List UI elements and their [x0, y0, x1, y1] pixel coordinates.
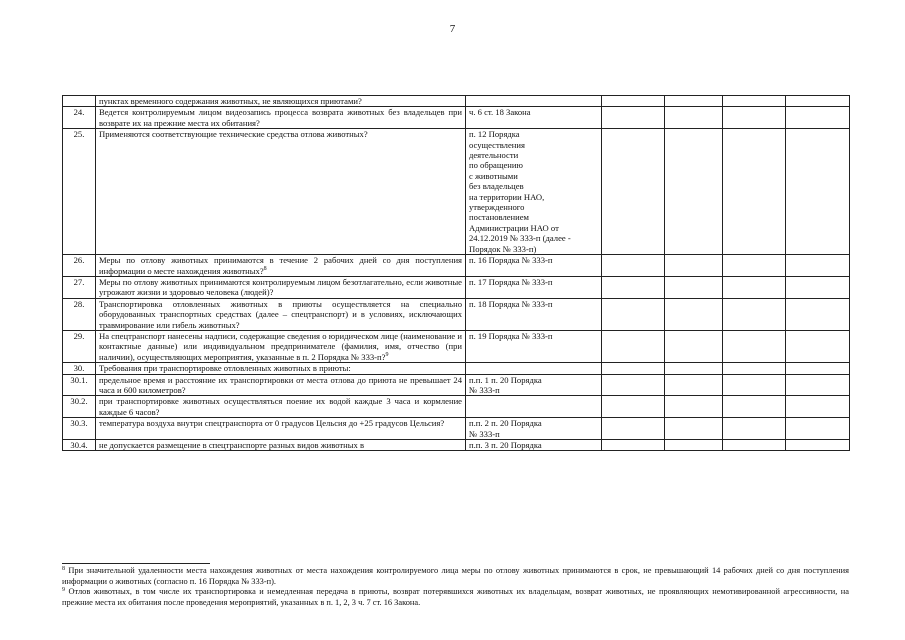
answer-cell [665, 107, 723, 129]
row-number: 24. [63, 107, 96, 129]
table-row [63, 374, 850, 396]
answer-cell [786, 418, 850, 440]
question-text: Меры по отлову животных принимаются контролируемым лицом безотлагательно, если животные угрожают жизни и здоровью человека (людей)? [99, 276, 462, 298]
footnote-reference: 9 [385, 351, 389, 358]
footnote-mark: 9 [62, 587, 65, 593]
row-number: 29. [63, 330, 96, 362]
answer-cell [723, 418, 786, 440]
row-number: 28. [63, 298, 96, 330]
table-row [63, 330, 850, 362]
answer-cell [665, 96, 723, 107]
answer-cell [723, 330, 786, 362]
row-question [96, 418, 466, 440]
question-text: Требования при транспортировке отловленных животных в приюты: [99, 363, 351, 374]
footnote-text: Отлов животных, в том числе их транспортировка и немедленная передача в приюты, возврат потерявшихся животных их владельцам, возврат животных, не проявляющих немотивированной агрессивности, на прежние места их обитания после проведения мероприятий, указанных в п. 1, 2, 3 ч. 7 ст. 16 Закона. [62, 587, 849, 607]
row-question [96, 363, 466, 374]
answer-cell [723, 255, 786, 277]
table-row [63, 96, 850, 107]
answer-cell [665, 396, 723, 418]
question-text: Применяются соответствующие технические средства отлова животных? [99, 129, 368, 140]
answer-cell [786, 330, 850, 362]
row-question [96, 374, 466, 396]
answer-cell [602, 363, 665, 374]
answer-cell [786, 298, 850, 330]
row-legal-reference: п.п. 2 п. 20 Порядка № 333-п [466, 418, 602, 440]
row-number: 27. [63, 276, 96, 298]
answer-cell [723, 374, 786, 396]
row-number [63, 96, 96, 107]
table-row [63, 363, 850, 374]
answer-cell [665, 276, 723, 298]
row-question [96, 298, 466, 330]
question-text: температура воздуха внутри спецтранспорта от 0 градусов Цельсия до +25 градусов Цельсия? [99, 418, 445, 429]
answer-cell [723, 96, 786, 107]
answer-cell [665, 298, 723, 330]
row-question [96, 396, 466, 418]
footnote-text: При значительной удаленности места нахождения животных от места нахождения контролируемого лица меры по отлову животных принимаются в срок, не превышающий 14 рабочих дней со дня поступления информации о животных (согласно п. 16 Порядка № 333-п). [62, 566, 849, 586]
row-question [96, 255, 466, 277]
answer-cell [723, 276, 786, 298]
row-legal-reference: п. 18 Порядка № 333-п [466, 298, 602, 330]
answer-cell [786, 396, 850, 418]
answer-cell [786, 363, 850, 374]
row-legal-reference: п. 16 Порядка № 333-п [466, 255, 602, 277]
row-legal-reference [466, 363, 602, 374]
answer-cell [602, 107, 665, 129]
answer-cell [602, 396, 665, 418]
answer-cell [665, 374, 723, 396]
question-text: не допускается размещение в спецтранспорте разных видов животных в [99, 440, 365, 450]
answer-cell [602, 96, 665, 107]
row-legal-reference: п.п. 1 п. 20 Порядка № 333-п [466, 374, 602, 396]
row-question [96, 330, 466, 362]
answer-cell [665, 255, 723, 277]
checklist-table [62, 95, 850, 451]
footnote-8 [62, 566, 849, 587]
answer-cell [602, 129, 665, 255]
question-text: при транспортировке животных осуществляться поение их водой каждые 3 часа и кормление каждые 6 часов? [99, 396, 462, 417]
table-row [63, 129, 850, 255]
footnote-separator [62, 563, 210, 564]
answer-cell [665, 440, 723, 451]
answer-cell [602, 255, 665, 277]
row-number: 30.1. [63, 374, 96, 396]
table-row [63, 440, 850, 451]
table-row [63, 255, 850, 277]
footnote-reference: 8 [263, 265, 267, 272]
checklist-rows [63, 96, 850, 451]
row-number: 30. [63, 363, 96, 374]
answer-cell [665, 129, 723, 255]
answer-cell [786, 107, 850, 129]
table-row [63, 418, 850, 440]
question-text: На спецтранспорт нанесены надписи, содержащие сведения о юридическом лице (наименование и контактные данные) или индивидуальном предпринимателе (фамилия, имя, отчество (при наличии), осуществляющих мероприятия, указанные в п. 2 Порядка № 333-п? [99, 330, 462, 362]
row-question [96, 440, 466, 451]
answer-cell [723, 107, 786, 129]
row-legal-reference: п. 12 Порядка осуществления деятельности по обращению с животными без владельцев на территории НАО, утвержденного постановлением Администрации НАО от 24.12.2019 № 333-п (далее - Порядок № 333-п) [466, 129, 602, 255]
answer-cell [665, 363, 723, 374]
row-number: 25. [63, 129, 96, 255]
row-number: 26. [63, 255, 96, 277]
answer-cell [602, 298, 665, 330]
answer-cell [602, 330, 665, 362]
row-legal-reference: ч. 6 ст. 18 Закона [466, 107, 602, 129]
answer-cell [665, 418, 723, 440]
row-legal-reference [466, 96, 602, 107]
question-text: Меры по отлову животных принимаются в течение 2 рабочих дней со дня поступления информации о месте нахождения животных? [99, 255, 462, 276]
footnotes [62, 566, 849, 608]
answer-cell [786, 129, 850, 255]
answer-cell [786, 255, 850, 277]
footnote-9 [62, 587, 849, 608]
answer-cell [786, 96, 850, 107]
row-question [96, 96, 466, 107]
row-question [96, 276, 466, 298]
answer-cell [723, 298, 786, 330]
question-text: Транспортировка отловленных животных в приюты осуществляется на специально оборудованных транспортных средствах (далее – спецтранспорт) и в условиях, исключающих травмирование или гибель животных? [99, 298, 462, 330]
table-row [63, 276, 850, 298]
answer-cell [723, 440, 786, 451]
question-text: Ведется контролируемым лицом видеозапись процесса возврата животных без владельцев при возврате их на прежние места их обитания? [99, 107, 462, 128]
table-row [63, 298, 850, 330]
page-number: 7 [449, 23, 456, 35]
row-legal-reference: п. 19 Порядка № 333-п [466, 330, 602, 362]
row-legal-reference [466, 396, 602, 418]
answer-cell [786, 440, 850, 451]
row-number: 30.3. [63, 418, 96, 440]
answer-cell [602, 374, 665, 396]
answer-cell [723, 396, 786, 418]
row-number: 30.4. [63, 440, 96, 451]
table-row [63, 107, 850, 129]
answer-cell [786, 374, 850, 396]
row-legal-reference: п. 17 Порядка № 333-п [466, 276, 602, 298]
answer-cell [602, 276, 665, 298]
footnote-mark: 8 [62, 566, 65, 572]
table-row [63, 396, 850, 418]
row-number: 30.2. [63, 396, 96, 418]
answer-cell [723, 129, 786, 255]
answer-cell [723, 363, 786, 374]
answer-cell [665, 330, 723, 362]
row-question [96, 107, 466, 129]
row-legal-reference: п.п. 3 п. 20 Порядка [466, 440, 602, 451]
answer-cell [602, 440, 665, 451]
question-text: пунктах временного содержания животных, не являющихся приютами? [99, 96, 362, 106]
question-text: предельное время и расстояние их транспортировки от места отлова до приюта не превышает 24 часа и 600 километров? [99, 374, 462, 395]
row-question [96, 129, 466, 255]
answer-cell [602, 418, 665, 440]
answer-cell [786, 276, 850, 298]
